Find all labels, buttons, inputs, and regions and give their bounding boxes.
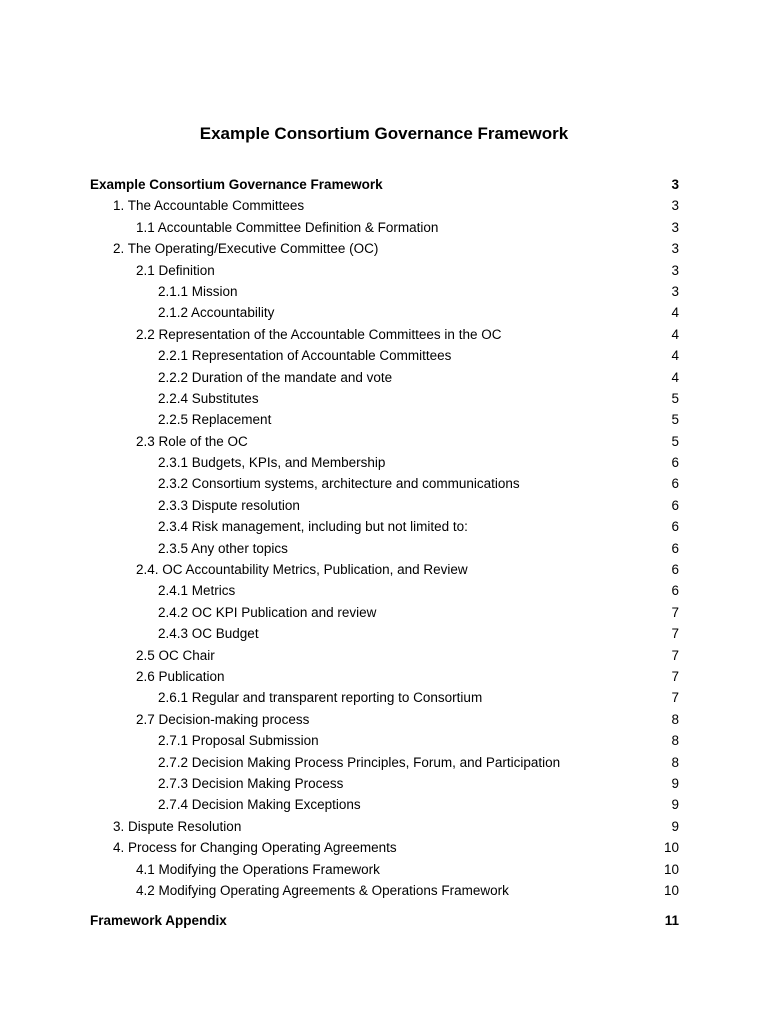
toc-entry-page-number[interactable]: 4 [671,326,679,342]
toc-entry[interactable] [0,816,768,837]
toc-entry[interactable] [0,559,768,580]
toc-entry-label[interactable]: 2.4.3 OC Budget [158,626,259,642]
toc-entry-page-number[interactable]: 3 [671,262,679,278]
toc-entry-label[interactable]: 2.4. OC Accountability Metrics, Publication, and Review [136,562,468,578]
toc-entry-label[interactable]: 4. Process for Changing Operating Agreements [113,840,397,856]
toc-entry-page-number[interactable]: 9 [671,797,679,813]
toc-entry-label[interactable]: 2.7.3 Decision Making Process [158,775,344,791]
toc-entry[interactable] [0,345,768,366]
toc-entry-label[interactable]: 2.2.2 Duration of the mandate and vote [158,369,393,385]
toc-entry[interactable] [0,794,768,815]
toc-entry[interactable] [0,623,768,644]
toc-entry-label[interactable]: 2.3.1 Budgets, KPIs, and Membership [158,455,386,471]
toc-entry[interactable] [0,260,768,281]
toc-entry-label[interactable]: 2.3.5 Any other topics [158,540,288,556]
toc-entry-label[interactable]: 2.2.1 Representation of Accountable Committees [158,348,452,364]
toc-entry[interactable] [0,910,768,931]
toc-entry-page-number[interactable]: 6 [671,562,679,578]
toc-entry[interactable] [0,709,768,730]
toc-entry-label[interactable]: Framework Appendix [90,913,227,929]
toc-entry-label[interactable]: 2.2 Representation of the Accountable Committees in the OC [136,326,502,342]
toc-entry-page-number[interactable]: 10 [663,882,679,898]
toc-entry-label[interactable]: 2.7.4 Decision Making Exceptions [158,797,361,813]
toc-entry-page-number[interactable]: 7 [671,604,679,620]
toc-entry-page-number[interactable]: 7 [671,690,679,706]
toc-entry[interactable] [0,880,768,901]
toc-entry[interactable] [0,174,768,195]
toc-entry-label[interactable]: 2.5 OC Chair [136,647,215,663]
toc-entry-page-number[interactable]: 6 [671,476,679,492]
toc-entry[interactable] [0,431,768,452]
toc-entry-label[interactable]: 2. The Operating/Executive Committee (OC) [113,241,379,257]
toc-entry[interactable] [0,388,768,409]
toc-entry-page-number[interactable]: 11 [664,913,679,929]
toc-entry[interactable] [0,217,768,238]
toc-entry-page-number[interactable]: 6 [671,540,679,556]
toc-entry-label[interactable]: 2.1 Definition [136,262,215,278]
toc-entry-label[interactable]: 2.4.2 OC KPI Publication and review [158,604,377,620]
toc-entry-label[interactable]: 2.3 Role of the OC [136,433,248,449]
toc-entry[interactable] [0,473,768,494]
toc-entry-page-number[interactable]: 8 [671,733,679,749]
toc-entry-label[interactable]: 1. The Accountable Committees [113,198,305,214]
toc-entry[interactable] [0,773,768,794]
toc-entry[interactable] [0,367,768,388]
toc-entry-label[interactable]: 2.7.1 Proposal Submission [158,733,319,749]
toc-entry-page-number[interactable]: 3 [671,177,679,192]
toc-entry-page-number[interactable]: 6 [671,519,679,535]
toc-entry[interactable] [0,687,768,708]
toc-entry[interactable] [0,516,768,537]
toc-entry[interactable] [0,602,768,623]
table-of-contents [0,174,768,932]
toc-entry[interactable] [0,730,768,751]
toc-entry[interactable] [0,238,768,259]
toc-entry-label[interactable]: 2.3.3 Dispute resolution [158,497,300,513]
toc-entry-page-number[interactable]: 3 [671,198,679,214]
toc-entry-page-number[interactable]: 6 [671,455,679,471]
toc-entry-label[interactable]: 2.6.1 Regular and transparent reporting to Consortium [158,690,483,706]
toc-entry-page-number[interactable]: 10 [663,840,679,856]
toc-entry[interactable] [0,302,768,323]
toc-entry[interactable] [0,409,768,430]
toc-entry-page-number[interactable]: 4 [671,348,679,364]
toc-entry-label[interactable]: 2.7.2 Decision Making Process Principles, Forum, and Participation [158,754,561,770]
toc-entry-label[interactable]: 2.1.1 Mission [158,283,238,299]
toc-entry-label[interactable]: 2.3.2 Consortium systems, architecture and communications [158,476,520,492]
toc-entry-page-number[interactable]: 4 [671,305,679,321]
toc-entry[interactable] [0,452,768,473]
toc-entry[interactable] [0,495,768,516]
toc-entry-page-number[interactable]: 8 [671,754,679,770]
toc-entry-label[interactable]: 2.2.4 Substitutes [158,390,259,406]
toc-entry-label[interactable]: 2.1.2 Accountability [158,305,275,321]
toc-entry-label[interactable]: 2.7 Decision-making process [136,711,310,727]
toc-entry[interactable] [0,859,768,880]
toc-entry[interactable] [0,645,768,666]
toc-entry-page-number[interactable]: 5 [671,390,679,406]
toc-entry[interactable] [0,837,768,858]
toc-entry-label[interactable]: 4.1 Modifying the Operations Framework [136,861,380,877]
toc-entry-label[interactable]: 1.1 Accountable Committee Definition & Formation [136,219,439,235]
toc-entry-page-number[interactable]: 7 [671,626,679,642]
toc-entry-page-number[interactable]: 7 [671,668,679,684]
toc-entry-label[interactable]: 2.2.5 Replacement [158,412,272,428]
toc-entry-label[interactable]: 2.4.1 Metrics [158,583,236,599]
toc-entry-page-number[interactable]: 9 [671,818,679,834]
toc-entry-label[interactable]: 4.2 Modifying Operating Agreements & Operations Framework [136,882,509,898]
toc-entry-page-number[interactable]: 10 [663,861,679,877]
toc-entry-page-number[interactable]: 7 [671,647,679,663]
toc-entry[interactable] [0,195,768,216]
toc-entry-page-number[interactable]: 3 [671,283,679,299]
toc-entry-page-number[interactable]: 5 [671,433,679,449]
toc-entry[interactable] [0,752,768,773]
toc-entry-page-number[interactable]: 4 [671,369,679,385]
toc-entry-page-number[interactable]: 8 [671,711,679,727]
toc-entry-page-number[interactable]: 9 [671,775,679,791]
toc-entry-page-number[interactable]: 5 [671,412,679,428]
toc-entry[interactable] [0,281,768,302]
toc-entry-page-number[interactable]: 6 [671,497,679,513]
toc-entry[interactable] [0,538,768,559]
page-title: Example Consortium Governance Framework [199,124,569,143]
toc-entry[interactable] [0,580,768,601]
toc-entry-label[interactable]: Example Consortium Governance Framework [90,177,383,192]
toc-entry-label[interactable]: 3. Dispute Resolution [113,818,242,834]
toc-entry-page-number[interactable]: 3 [671,219,679,235]
toc-entry-label[interactable]: 2.3.4 Risk management, including but not limited to: [158,519,468,535]
toc-entry[interactable] [0,324,768,345]
toc-entry[interactable] [0,666,768,687]
toc-entry-page-number[interactable]: 3 [671,241,679,257]
toc-entry-label[interactable]: 2.6 Publication [136,668,225,684]
toc-entry-page-number[interactable]: 6 [671,583,679,599]
